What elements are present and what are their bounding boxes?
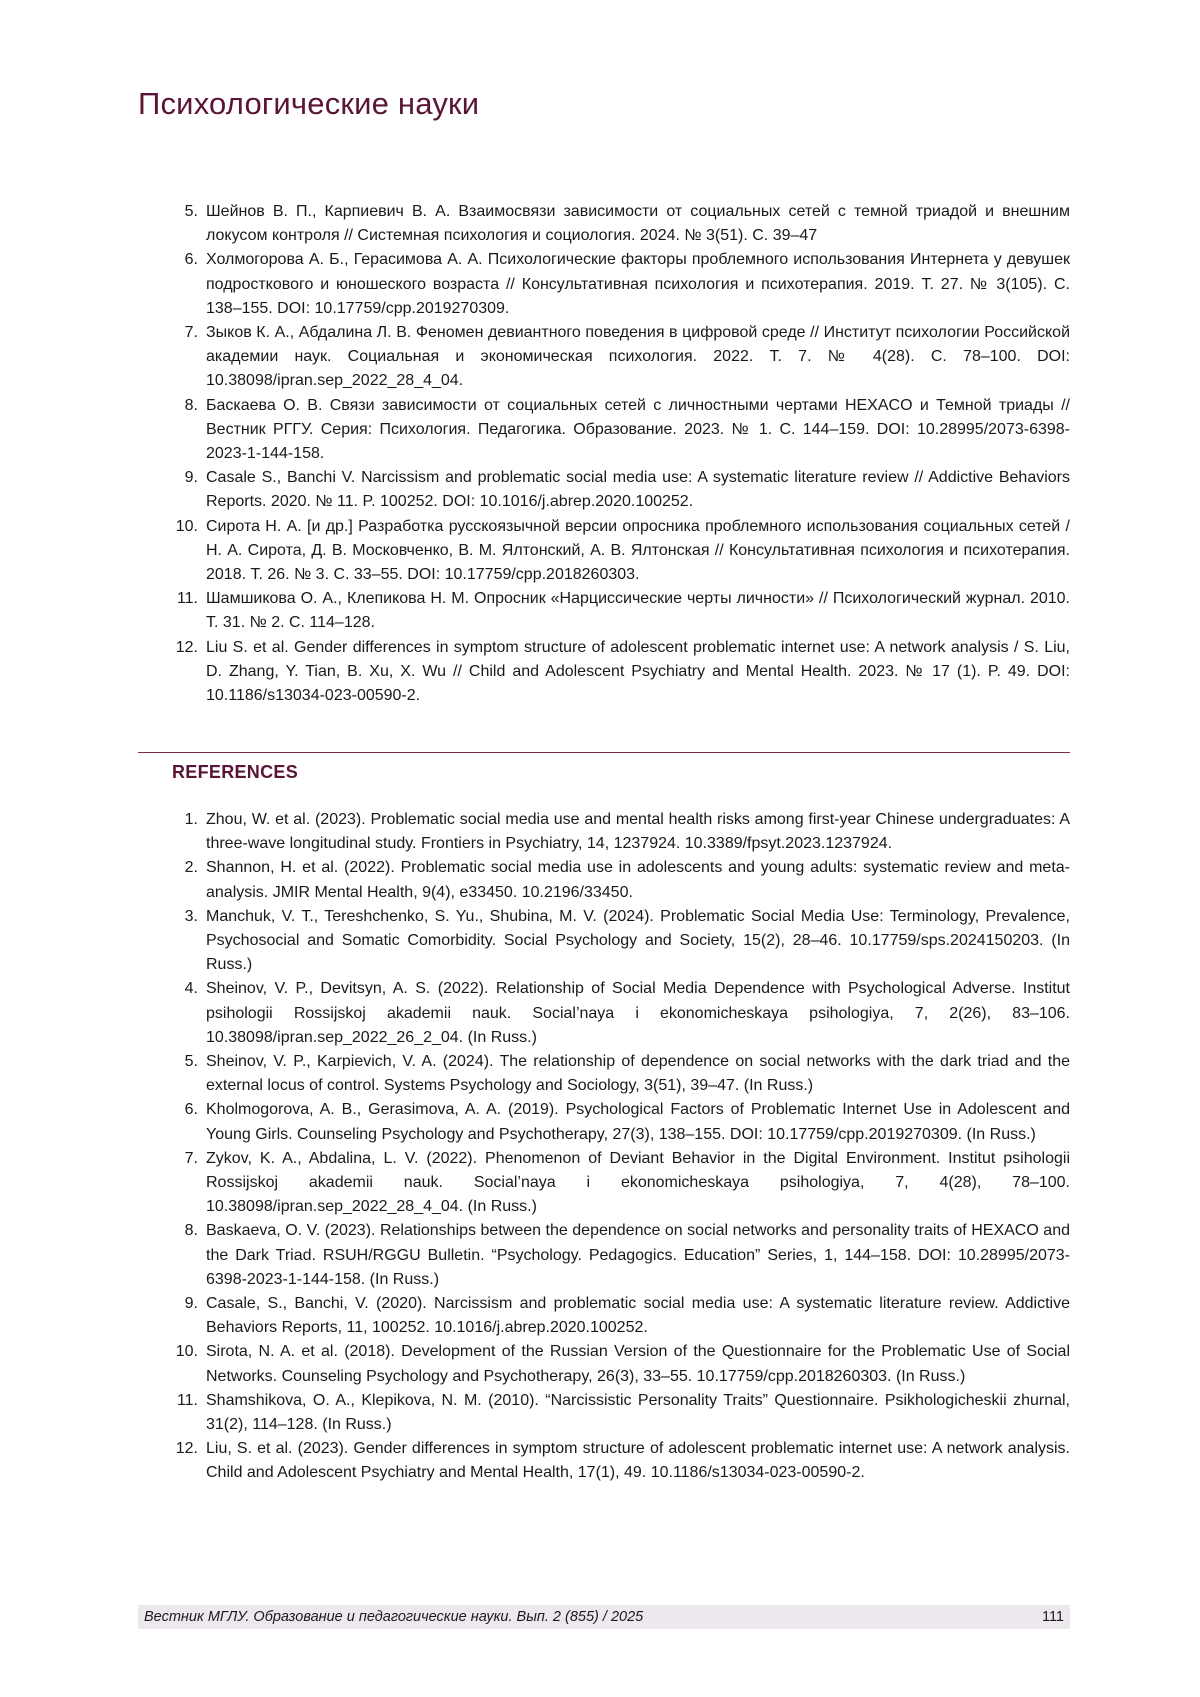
reference-number: 12. <box>166 1437 206 1485</box>
reference-text: Liu S. et al. Gender differences in symptom structure of adolescent problematic internet use: A network analysis / S. Liu, D. Zhang, Y. Tian, B. Xu, X. Wu // Child and Adolescent Psychiatry and Mental Health. 2023. № 17 (1). P. 49. DOI: 10.1186/s13034-023-00590-2. <box>206 636 1070 709</box>
section-divider <box>138 752 1070 753</box>
reference-number: 6. <box>166 1098 206 1146</box>
reference-text: Zhou, W. et al. (2023). Problematic social media use and mental health risks among first-year Chinese undergraduates: A three-wave longitudinal study. Frontiers in Psychiatry, 14, 1237924. 10.3389/fpsyt.2023.1237924. <box>206 808 1070 856</box>
reference-number: 7. <box>166 321 206 394</box>
reference-number: 9. <box>166 1292 206 1340</box>
reference-item <box>166 466 1070 514</box>
reference-item <box>166 856 1070 904</box>
footer-journal-title: Вестник МГЛУ. Образование и педагогические науки. Вып. 2 (855) / 2025 <box>144 1609 643 1625</box>
reference-number: 11. <box>166 1389 206 1437</box>
reference-text: Баскаева О. В. Связи зависимости от социальных сетей с личностными чертами HEXACO и Темной триады // Вестник РГГУ. Серия: Психология. Педагогика. Образование. 2023. № 1. С. 144–159. DOI: 10.28995/2073-6398-2023-1-144-158. <box>206 394 1070 467</box>
reference-text: Сирота Н. А. [и др.] Разработка русскоязычной версии опросника проблемного использования социальных сетей / Н. А. Сирота, Д. В. Московченко, В. М. Ялтонский, А. В. Ялтонская // Консультативная психология и психотерапия. 2018. Т. 26. № 3. С. 33–55. DOI: 10.17759/cpp.2018260303. <box>206 515 1070 588</box>
reference-number: 8. <box>166 394 206 467</box>
reference-text: Sirota, N. A. et al. (2018). Development of the Russian Version of the Questionnaire for the Problematic Use of Social Networks. Counseling Psychology and Psychotherapy, 26(3), 33–55. 10.17759/cpp.2018260303. (In Russ.) <box>206 1340 1070 1388</box>
reference-number: 2. <box>166 856 206 904</box>
reference-item <box>166 515 1070 588</box>
reference-item <box>166 1437 1070 1485</box>
reference-item <box>166 394 1070 467</box>
reference-number: 10. <box>166 515 206 588</box>
reference-number: 5. <box>166 200 206 248</box>
reference-text: Kholmogorova, A. B., Gerasimova, A. A. (2019). Psychological Factors of Problematic Internet Use in Adolescent and Young Girls. Counseling Psychology and Psychotherapy, 27(3), 138–155. DOI: 10.17759/cpp.2019270309. (In Russ.) <box>206 1098 1070 1146</box>
reference-item <box>166 905 1070 978</box>
reference-item <box>166 587 1070 635</box>
reference-item <box>166 636 1070 709</box>
page-footer <box>138 1605 1070 1629</box>
reference-text: Sheinov, V. P., Devitsyn, A. S. (2022). Relationship of Social Media Dependence with Psychological Adverse. Institut psihologii Rossijskoj akademii nauk. Social’naya i ekonomicheskaya psihologiya, 7, 2(26), 83–106. 10.38098/ipran.sep_2022_26_2_04. (In Russ.) <box>206 977 1070 1050</box>
reference-text: Холмогорова А. Б., Герасимова А. А. Психологические факторы проблемного использования Интернета у девушек подросткового и юношеского возраста // Консультативная психология и психотерапия. 2019. Т. 27. № 3(105). С. 138–155. DOI: 10.17759/cpp.2019270309. <box>206 248 1070 321</box>
reference-number: 7. <box>166 1147 206 1220</box>
page-number: 111 <box>1042 1609 1064 1625</box>
reference-item <box>166 1147 1070 1220</box>
reference-text: Shamshikova, O. A., Klepikova, N. M. (2010). “Narcissistic Personality Traits” Questionnaire. Psikhologicheskii zhurnal, 31(2), 114–128. (In Russ.) <box>206 1389 1070 1437</box>
reference-item <box>166 1219 1070 1292</box>
reference-number: 9. <box>166 466 206 514</box>
reference-item <box>166 1389 1070 1437</box>
reference-number: 11. <box>166 587 206 635</box>
reference-item <box>166 808 1070 856</box>
reference-text: Шейнов В. П., Карпиевич В. А. Взаимосвязи зависимости от социальных сетей с темной триадой и внешним локусом контроля // Системная психология и социология. 2024. № 3(51). С. 39–47 <box>206 200 1070 248</box>
reference-item <box>166 1050 1070 1098</box>
reference-number: 6. <box>166 248 206 321</box>
reference-text: Manchuk, V. T., Tereshchenko, S. Yu., Shubina, M. V. (2024). Problematic Social Media Use: Terminology, Prevalence, Psychosocial and Somatic Comorbidity. Social Psychology and Society, 15(2), 28–46. 10.17759/sps.2024150203. (In Russ.) <box>206 905 1070 978</box>
reference-text: Шамшикова О. А., Клепикова Н. М. Опросник «Нарциссические черты личности» // Психологический журнал. 2010. Т. 31. № 2. С. 114–128. <box>206 587 1070 635</box>
reference-item <box>166 1340 1070 1388</box>
reference-item <box>166 200 1070 248</box>
reference-text: Shannon, H. et al. (2022). Problematic social media use in adolescents and young adults: systematic review and meta-analysis. JMIR Mental Health, 9(4), e33450. 10.2196/33450. <box>206 856 1070 904</box>
reference-item <box>166 248 1070 321</box>
reference-number: 8. <box>166 1219 206 1292</box>
reference-item <box>166 1292 1070 1340</box>
references-heading: REFERENCES <box>172 762 298 783</box>
reference-number: 5. <box>166 1050 206 1098</box>
reference-text: Baskaeva, O. V. (2023). Relationships between the dependence on social networks and personality traits of HEXACO and the Dark Triad. RSUH/RGGU Bulletin. “Psychology. Pedagogics. Education” Series, 1, 144–158. DOI: 10.28995/2073-6398-2023-1-144-158. (In Russ.) <box>206 1219 1070 1292</box>
section-title: Психологические науки <box>138 86 479 122</box>
reference-text: Casale S., Banchi V. Narcissism and problematic social media use: A systematic literature review // Addictive Behaviors Reports. 2020. № 11. P. 100252. DOI: 10.1016/j.abrep.2020.100252. <box>206 466 1070 514</box>
reference-item <box>166 321 1070 394</box>
reference-text: Sheinov, V. P., Karpievich, V. A. (2024). The relationship of dependence on social networks with the dark triad and the external locus of control. Systems Psychology and Sociology, 3(51), 39–47. (In Russ.) <box>206 1050 1070 1098</box>
reference-text: Casale, S., Banchi, V. (2020). Narcissism and problematic social media use: A systematic literature review. Addictive Behaviors Reports, 11, 100252. 10.1016/j.abrep.2020.100252. <box>206 1292 1070 1340</box>
reference-number: 10. <box>166 1340 206 1388</box>
reference-number: 1. <box>166 808 206 856</box>
russian-reference-list <box>166 200 1070 708</box>
reference-item <box>166 977 1070 1050</box>
reference-number: 3. <box>166 905 206 978</box>
reference-number: 12. <box>166 636 206 709</box>
reference-text: Zykov, K. A., Abdalina, L. V. (2022). Phenomenon of Deviant Behavior in the Digital Environment. Institut psihologii Rossijskoj akademii nauk. Social’naya i ekonomicheskaya psihologiya, 7, 4(28), 78–100. 10.38098/ipran.sep_2022_28_4_04. (In Russ.) <box>206 1147 1070 1220</box>
reference-number: 4. <box>166 977 206 1050</box>
reference-text: Зыков К. А., Абдалина Л. В. Феномен девиантного поведения в цифровой среде // Институт психологии Российской академии наук. Социальная и экономическая психология. 2022. Т. 7. № 4(28). С. 78–100. DOI: 10.38098/ipran.sep_2022_28_4_04. <box>206 321 1070 394</box>
english-reference-list <box>166 808 1070 1486</box>
reference-text: Liu, S. et al. (2023). Gender differences in symptom structure of adolescent problematic internet use: A network analysis. Child and Adolescent Psychiatry and Mental Health, 17(1), 49. 10.1186/s13034-023-00590-2. <box>206 1437 1070 1485</box>
reference-item <box>166 1098 1070 1146</box>
